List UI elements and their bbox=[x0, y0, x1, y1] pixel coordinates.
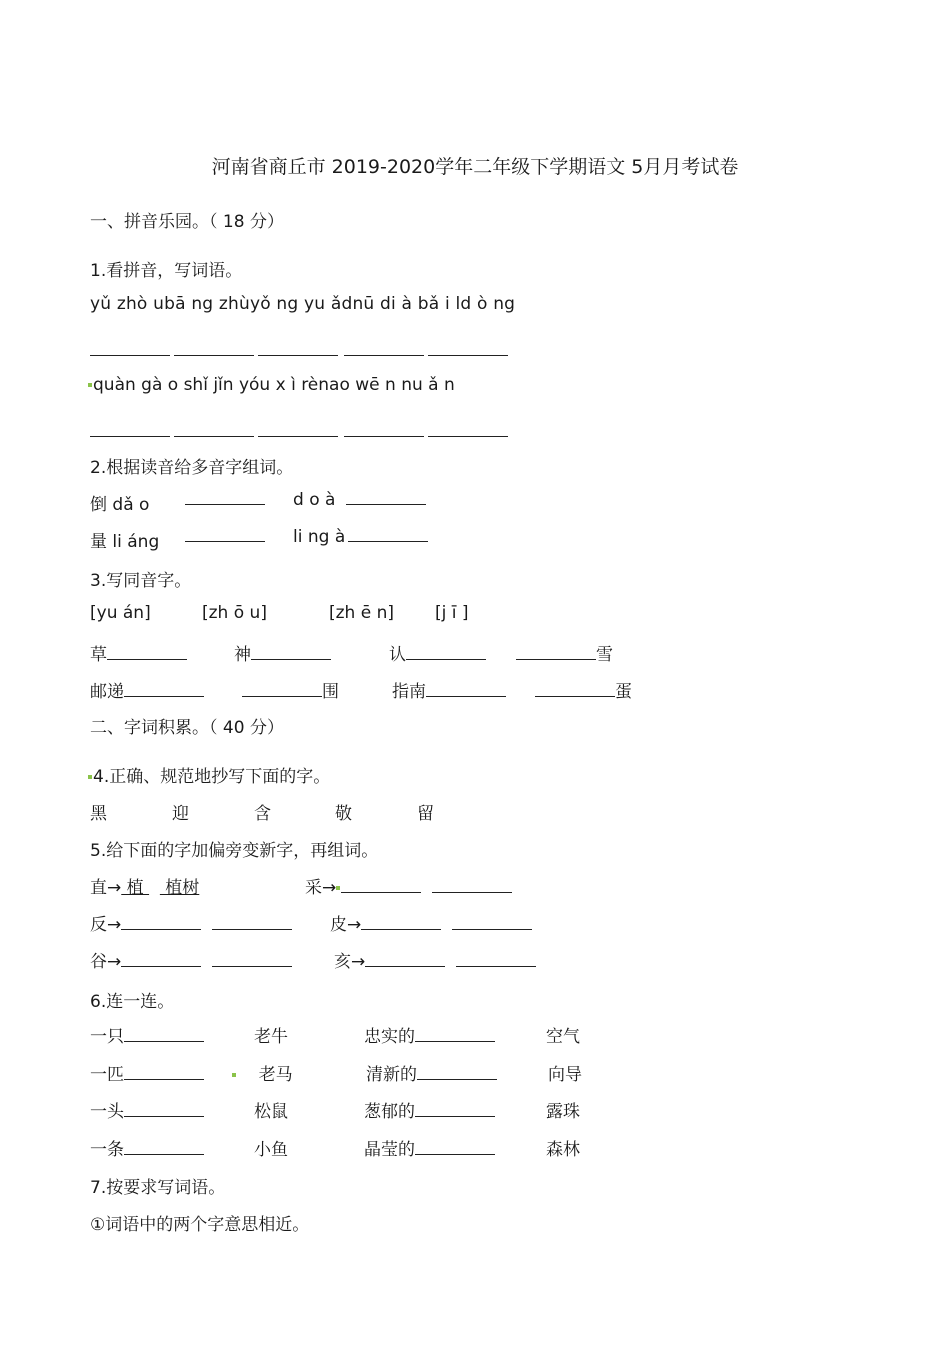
q6-right-item: 露珠 bbox=[546, 1102, 580, 1122]
question-1: 1.看拼音，写词语。 bbox=[90, 261, 243, 281]
green-mark bbox=[88, 383, 92, 387]
green-mark bbox=[88, 775, 92, 779]
answer-blanks-row-2 bbox=[90, 422, 508, 442]
q3-row-a-1: 草 bbox=[90, 640, 187, 665]
q6-adj-item: 忠实的 bbox=[364, 1022, 495, 1047]
q3-row-b-3: 指南 bbox=[392, 677, 506, 702]
q6-right-item: 空气 bbox=[546, 1027, 580, 1047]
pinyin-row-2: quàn gà o shǐ jǐn yóu x ì rènao wē n nu ǎ n bbox=[88, 375, 455, 395]
q2-row-1-right: d o à bbox=[293, 490, 336, 510]
q6-right-item: 森林 bbox=[546, 1140, 580, 1160]
q6-mid-item: 小鱼 bbox=[254, 1140, 288, 1160]
q5-row-2-right: 皮→ bbox=[330, 910, 532, 935]
answer-blanks-row-1 bbox=[90, 341, 508, 361]
question-3: 3.写同音字。 bbox=[90, 571, 192, 591]
q5-row-1-left: 直→ 植 植树 bbox=[90, 878, 200, 898]
q2-row-1-left: 倒 dǎ o bbox=[90, 495, 150, 515]
q6-adj-item: 晶莹的 bbox=[364, 1135, 495, 1160]
q2-blank bbox=[348, 527, 428, 547]
pinyin-row-1: yǔ zhò ubā ng zhùyǒ ng yu ǎdnū di à bǎ i ld ò ng bbox=[90, 294, 516, 314]
q4-char: 含 bbox=[254, 804, 271, 824]
q2-row-2-left: 量 li áng bbox=[90, 532, 160, 552]
q3-row-b-2: 围 bbox=[242, 677, 339, 702]
question-4: 4.正确、规范地抄写下面的字。 bbox=[88, 762, 330, 787]
q5-row-3-left: 谷→ bbox=[90, 947, 292, 972]
question-7: 7.按要求写词语。 bbox=[90, 1178, 226, 1198]
q5-example-word: 植树 bbox=[159, 878, 200, 898]
green-mark bbox=[232, 1073, 236, 1077]
q5-row-3-right: 亥→ bbox=[334, 947, 536, 972]
page-title: 河南省商丘市 2019-2020学年二年级下学期语文 5月月考试卷 bbox=[211, 156, 739, 178]
question-7-part-1: ①词语中的两个字意思相近。 bbox=[90, 1215, 310, 1235]
q3-pinyin-3: [zh ē n] bbox=[329, 603, 395, 623]
q2-row-2-right: li ng à bbox=[293, 527, 346, 547]
question-2: 2.根据读音给多音字组词。 bbox=[90, 458, 294, 478]
q6-mid-item: 老牛 bbox=[254, 1027, 288, 1047]
q3-pinyin-2: [zh ō u] bbox=[202, 603, 267, 623]
q3-row-a-4: 雪 bbox=[516, 640, 613, 665]
question-6: 6.连一连。 bbox=[90, 992, 175, 1012]
q2-blank bbox=[346, 490, 426, 510]
q5-row-1-right: 采→ bbox=[305, 873, 512, 898]
q6-left-item: 一头 bbox=[90, 1097, 204, 1122]
q6-mid-item: 老马 bbox=[232, 1060, 293, 1085]
q4-char: 敬 bbox=[335, 804, 352, 824]
q3-row-b-4: 蛋 bbox=[535, 677, 632, 702]
q6-right-item: 向导 bbox=[548, 1065, 582, 1085]
q2-blank bbox=[185, 527, 265, 547]
question-5: 5.给下面的字加偏旁变新字，再组词。 bbox=[90, 841, 379, 861]
q6-adj-item: 葱郁的 bbox=[364, 1097, 495, 1122]
q5-example-char: 植 bbox=[121, 878, 150, 898]
q6-adj-item: 清新的 bbox=[366, 1060, 497, 1085]
q6-left-item: 一匹 bbox=[90, 1060, 204, 1085]
q3-pinyin-4: [j ī ] bbox=[435, 603, 469, 623]
q4-char: 黑 bbox=[90, 804, 107, 824]
section-1-heading: 一、拼音乐园。（ 18 分） bbox=[90, 212, 284, 232]
q6-mid-item: 松鼠 bbox=[254, 1102, 288, 1122]
q2-blank bbox=[185, 490, 265, 510]
q3-row-b-1: 邮递 bbox=[90, 677, 204, 702]
q6-left-item: 一条 bbox=[90, 1135, 204, 1160]
q3-pinyin-1: [yu án] bbox=[90, 603, 151, 623]
green-mark bbox=[336, 886, 340, 890]
q3-row-a-2: 神 bbox=[234, 640, 331, 665]
q5-row-2-left: 反→ bbox=[90, 910, 292, 935]
section-2-heading: 二、字词积累。（ 40 分） bbox=[90, 718, 284, 738]
q6-left-item: 一只 bbox=[90, 1022, 204, 1047]
q4-char: 留 bbox=[417, 804, 434, 824]
q4-char: 迎 bbox=[172, 804, 189, 824]
q3-row-a-3: 认 bbox=[389, 640, 486, 665]
